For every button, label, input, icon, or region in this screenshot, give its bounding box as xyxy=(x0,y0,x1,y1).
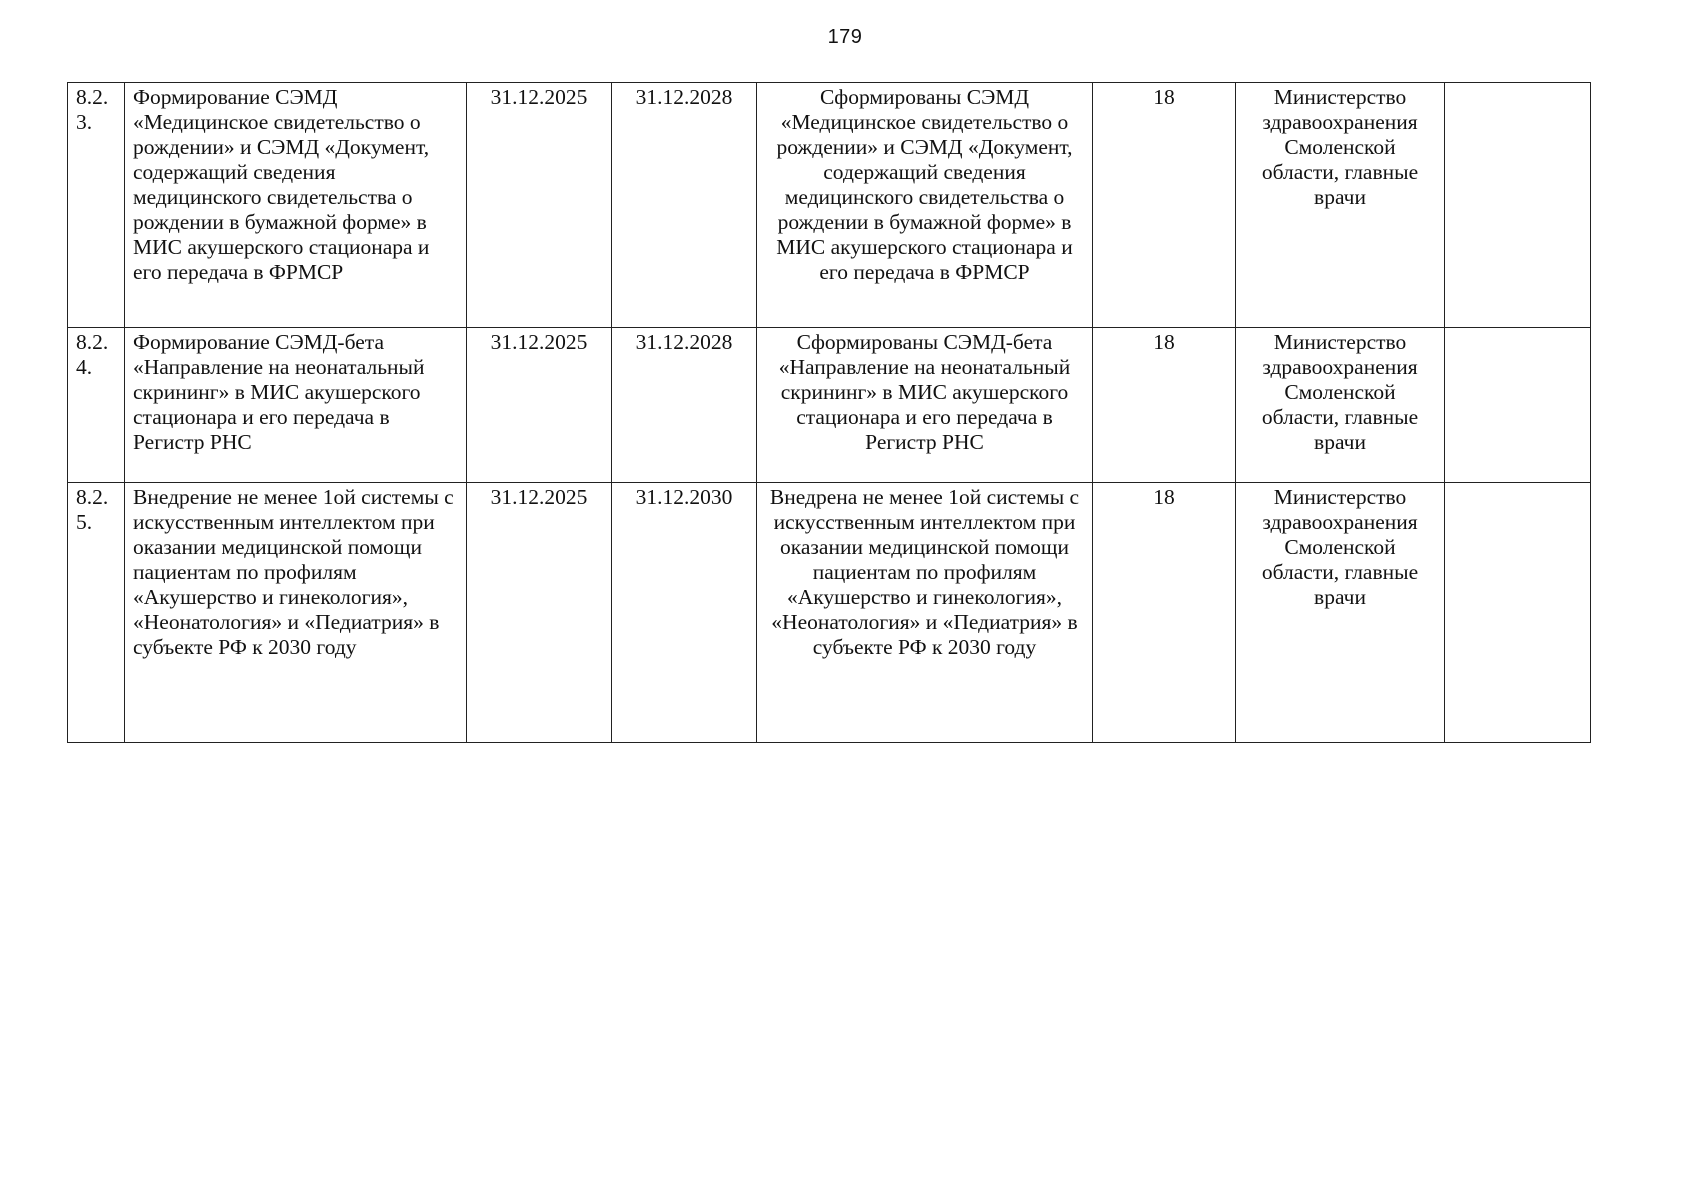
result-text: Внедрена не менее 1ой системы с искусственным интеллектом при оказании медицинской помощи пациентам по профилям «Акушерство и гинекология», «Неонатология» и «Педиатрия» в субъекте РФ к 2030 году xyxy=(769,485,1080,659)
page-number: 179 xyxy=(827,26,863,48)
end-date-cell xyxy=(612,328,757,483)
responsible-cell xyxy=(1236,328,1445,483)
end-date-cell xyxy=(612,83,757,328)
result-cell xyxy=(757,328,1093,483)
result-cell xyxy=(757,483,1093,743)
empty-cell xyxy=(1445,483,1591,743)
start-date-cell xyxy=(467,328,612,483)
item-number: 8.2. 3. xyxy=(76,85,109,134)
end-date-cell xyxy=(612,483,757,743)
responsible-text: Министерство здравоохранения Смоленской области, главные врачи xyxy=(1261,330,1419,454)
count-cell xyxy=(1093,483,1236,743)
empty-cell xyxy=(1445,328,1591,483)
task-text: Формирование СЭМД «Медицинское свидетельство о рождении» и СЭМД «Документ, содержащий сведения медицинского свидетельства о рождении в бумажной форме» в МИС акушерского стационара и его передача в ФРМСР xyxy=(133,85,430,284)
start-date: 31.12.2025 xyxy=(490,485,588,509)
table-row xyxy=(68,483,1591,743)
task-text: Внедрение не менее 1ой системы с искусственным интеллектом при оказании медицинской помощи пациентам по профилям «Акушерство и гинекология», «Неонатология» и «Педиатрия» в субъекте РФ к 2030 году xyxy=(133,485,454,659)
end-date: 31.12.2028 xyxy=(635,330,733,354)
task-cell xyxy=(125,83,467,328)
count-cell xyxy=(1093,83,1236,328)
count-value: 18 xyxy=(1153,485,1175,509)
result-cell xyxy=(757,83,1093,328)
start-date: 31.12.2025 xyxy=(490,330,588,354)
item-number-cell xyxy=(68,83,125,328)
item-number: 8.2. 4. xyxy=(76,330,109,379)
table-row xyxy=(68,83,1591,328)
end-date: 31.12.2028 xyxy=(635,85,733,109)
item-number-cell xyxy=(68,483,125,743)
result-text: Сформированы СЭМД-бета «Направление на неонатальный скрининг» в МИС акушерского стационара и его передача в Регистр РНС xyxy=(778,330,1071,454)
start-date-cell xyxy=(467,83,612,328)
responsible-cell xyxy=(1236,83,1445,328)
task-cell xyxy=(125,328,467,483)
measures-table xyxy=(67,82,1591,743)
responsible-text: Министерство здравоохранения Смоленской области, главные врачи xyxy=(1261,485,1419,609)
item-number: 8.2. 5. xyxy=(76,485,109,534)
task-text: Формирование СЭМД-бета «Направление на неонатальный скрининг» в МИС акушерского стационара и его передача в Регистр РНС xyxy=(133,330,425,454)
result-text: Сформированы СЭМД «Медицинское свидетельство о рождении» и СЭМД «Документ, содержащий сведения медицинского свидетельства о рождении в бумажной форме» в МИС акушерского стационара и его передача в ФРМСР xyxy=(776,85,1073,284)
table-row xyxy=(68,328,1591,483)
end-date: 31.12.2030 xyxy=(635,485,733,509)
task-cell xyxy=(125,483,467,743)
start-date-cell xyxy=(467,483,612,743)
count-value: 18 xyxy=(1153,330,1175,354)
count-cell xyxy=(1093,328,1236,483)
count-value: 18 xyxy=(1153,85,1175,109)
responsible-text: Министерство здравоохранения Смоленской области, главные врачи xyxy=(1261,85,1419,209)
start-date: 31.12.2025 xyxy=(490,85,588,109)
item-number-cell xyxy=(68,328,125,483)
empty-cell xyxy=(1445,83,1591,328)
responsible-cell xyxy=(1236,483,1445,743)
